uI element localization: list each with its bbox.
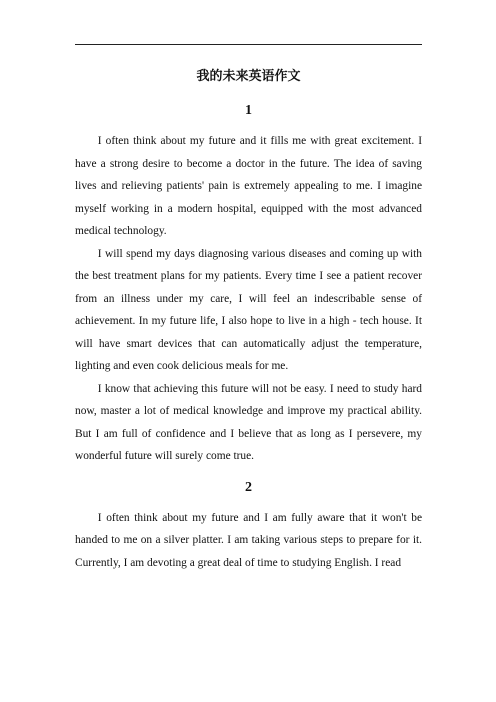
section-2-paragraph-1: I often think about my future and I am fully aware that it won't be handed to me on a silver platter. I am taking various steps to prepare for it. Currently, I am devoting a great deal of time to studying English. I read bbox=[75, 511, 422, 569]
document-body bbox=[75, 66, 422, 574]
header-rule bbox=[75, 44, 422, 45]
document-title: 我的未来英语作文 bbox=[196, 69, 301, 84]
section-1-paragraph-2: I will spend my days diagnosing various diseases and coming up with the best treatment plans for my patients. Every time I see a patient recover from an illness under my care, I will feel an indescribable sense of achievement. In my future life, I also hope to live in a high - tech house. It will have smart devices that can automatically adjust the temperature, lighting and even cook delicious meals for me. bbox=[75, 247, 422, 372]
section-number-2: 2 bbox=[245, 479, 252, 495]
section-1-paragraph-3: I know that achieving this future will not be easy. I need to study hard now, master a lot of medical knowledge and improve my practical ability. But I am full of confidence and I believe that as long as I persevere, my wonderful future will surely come true. bbox=[75, 382, 422, 462]
section-1-paragraph-1: I often think about my future and it fills me with great excitement. I have a strong desire to become a doctor in the future. The idea of saving lives and relieving patients' pain is extremely appealing to me. I imagine myself working in a modern hospital, equipped with the most advanced medical technology. bbox=[75, 135, 422, 237]
section-number-1: 1 bbox=[245, 103, 252, 118]
